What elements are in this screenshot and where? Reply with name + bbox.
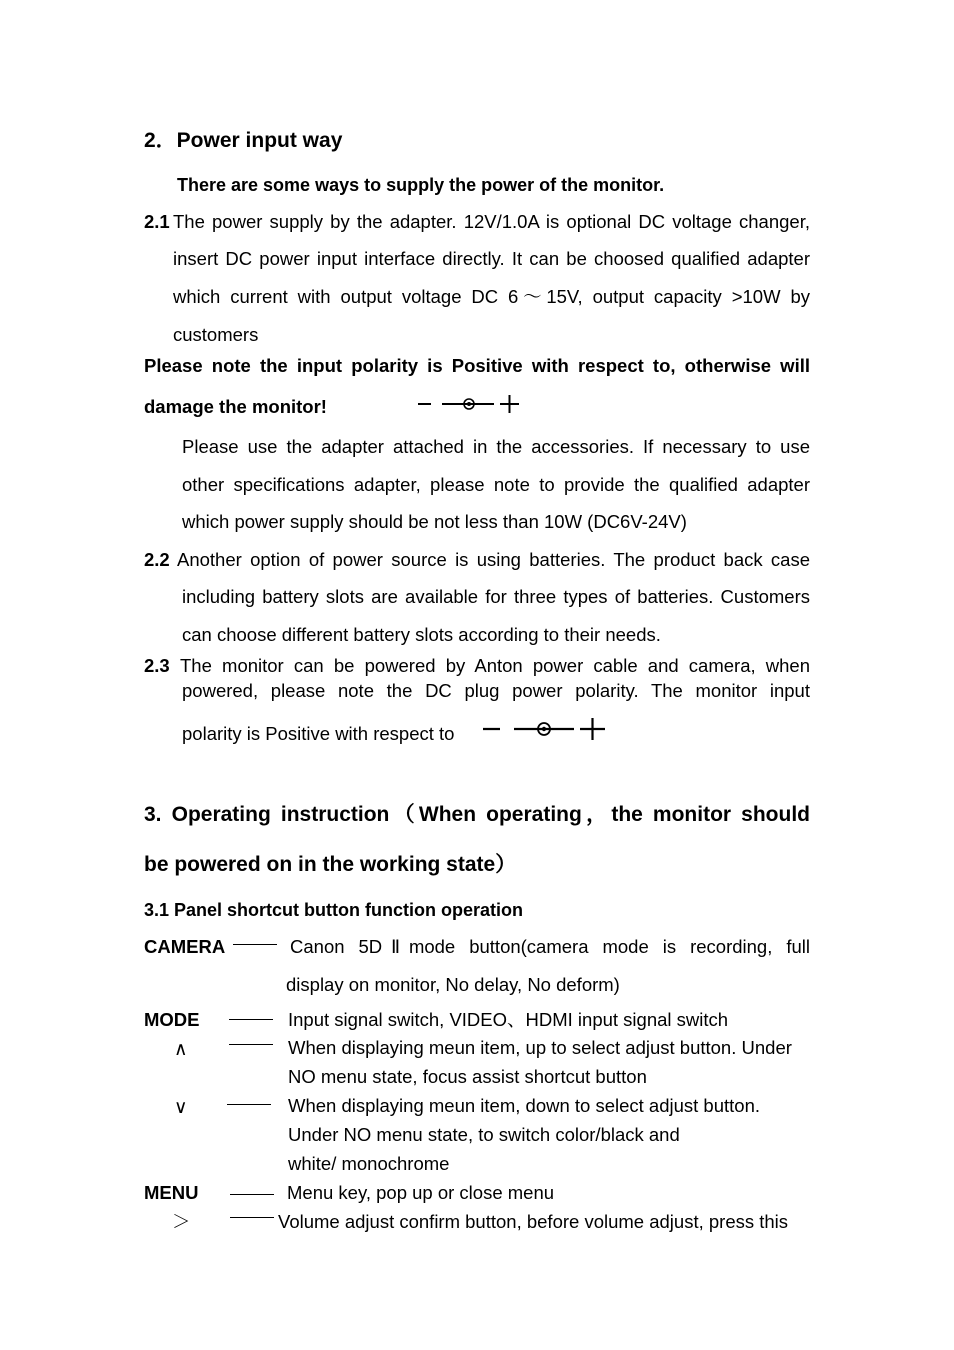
adapter-note-line: which power supply should be not less than 10W (DC6V-24V)	[182, 511, 687, 532]
item-2-2-line: Another option of power source is using batteries. The product back case	[177, 549, 810, 570]
item-number-2-1: 2.1	[144, 211, 170, 232]
button-desc-down: When displaying meun item, down to select adjust button.	[288, 1095, 761, 1116]
item-2-1-line: customers	[173, 324, 259, 345]
power-intro: There are some ways to supply the power of the monitor.	[177, 175, 665, 195]
button-key-mode: MODE	[144, 1009, 200, 1030]
item-number-2-3: 2.3	[144, 655, 170, 676]
button-desc-mode: Input signal switch, VIDEO、HDMI input signal switch	[288, 1009, 729, 1030]
button-key-camera: CAMERA	[144, 936, 226, 957]
section-heading-operating: 3. Operating instruction（When operating，the monitor should	[144, 803, 810, 826]
button-key-down: ∨	[174, 1096, 188, 1117]
item-2-2-line: including battery slots are available for three types of batteries. Customers	[182, 586, 810, 607]
button-desc-right: Volume adjust confirm button, before volume adjust, press this	[278, 1211, 789, 1232]
section-heading-operating-cont: be powered on in the working state）	[144, 853, 517, 876]
button-desc-menu: Menu key, pop up or close menu	[287, 1182, 555, 1203]
section-heading-power-input: 2．Power input way	[144, 129, 343, 152]
item-2-3-line: polarity is Positive with respect to	[182, 723, 455, 744]
button-key-menu: MENU	[144, 1182, 199, 1203]
item-number-2-2: 2.2	[144, 549, 170, 570]
polarity-warning-line: damage the monitor!	[144, 396, 327, 417]
button-desc-down: Under NO menu state, to switch color/black and	[288, 1124, 680, 1145]
button-desc-up: NO menu state, focus assist shortcut button	[288, 1066, 647, 1087]
adapter-note-line: Please use the adapter attached in the accessories. If necessary to use	[182, 436, 810, 457]
item-2-3-line: The monitor can be powered by Anton power cable and camera, when	[180, 655, 810, 676]
item-2-1-line: The power supply by the adapter. 12V/1.0A is optional DC voltage changer,	[173, 211, 810, 232]
polarity-warning-line: Please note the input polarity is Positive with respect to, otherwise will	[144, 355, 810, 376]
button-key-up: ∧	[174, 1038, 188, 1059]
sub-heading-panel-shortcut: 3.1 Panel shortcut button function operation	[144, 900, 524, 920]
separator-dash	[229, 1044, 273, 1045]
dc-polarity-symbol-icon	[480, 716, 610, 742]
button-key-right: ＞	[172, 1211, 191, 1232]
separator-dash	[227, 1104, 271, 1105]
item-2-2-line: can choose different battery slots according to their needs.	[182, 624, 661, 645]
item-2-1-line: insert DC power input interface directly. It can be choosed qualified adapter	[173, 248, 810, 269]
separator-dash	[233, 944, 277, 945]
item-2-1-line: which current with output voltage DC 6～15V, output capacity >10W by	[173, 286, 810, 307]
button-desc-camera: display on monitor, No delay, No deform)	[286, 974, 620, 995]
button-desc-down: white/ monochrome	[288, 1153, 450, 1174]
button-desc-camera: Canon 5DⅡmode button(camera mode is recording, full	[290, 936, 810, 957]
item-2-3-line: powered, please note the DC plug power polarity. The monitor input	[182, 680, 810, 701]
button-desc-up: When displaying meun item, up to select adjust button. Under	[288, 1037, 792, 1058]
separator-dash	[230, 1194, 274, 1195]
dc-polarity-symbol-icon	[414, 392, 524, 416]
separator-dash	[230, 1217, 274, 1218]
adapter-note-line: other specifications adapter, please note to provide the qualified adapter	[182, 474, 810, 495]
separator-dash	[229, 1019, 273, 1020]
